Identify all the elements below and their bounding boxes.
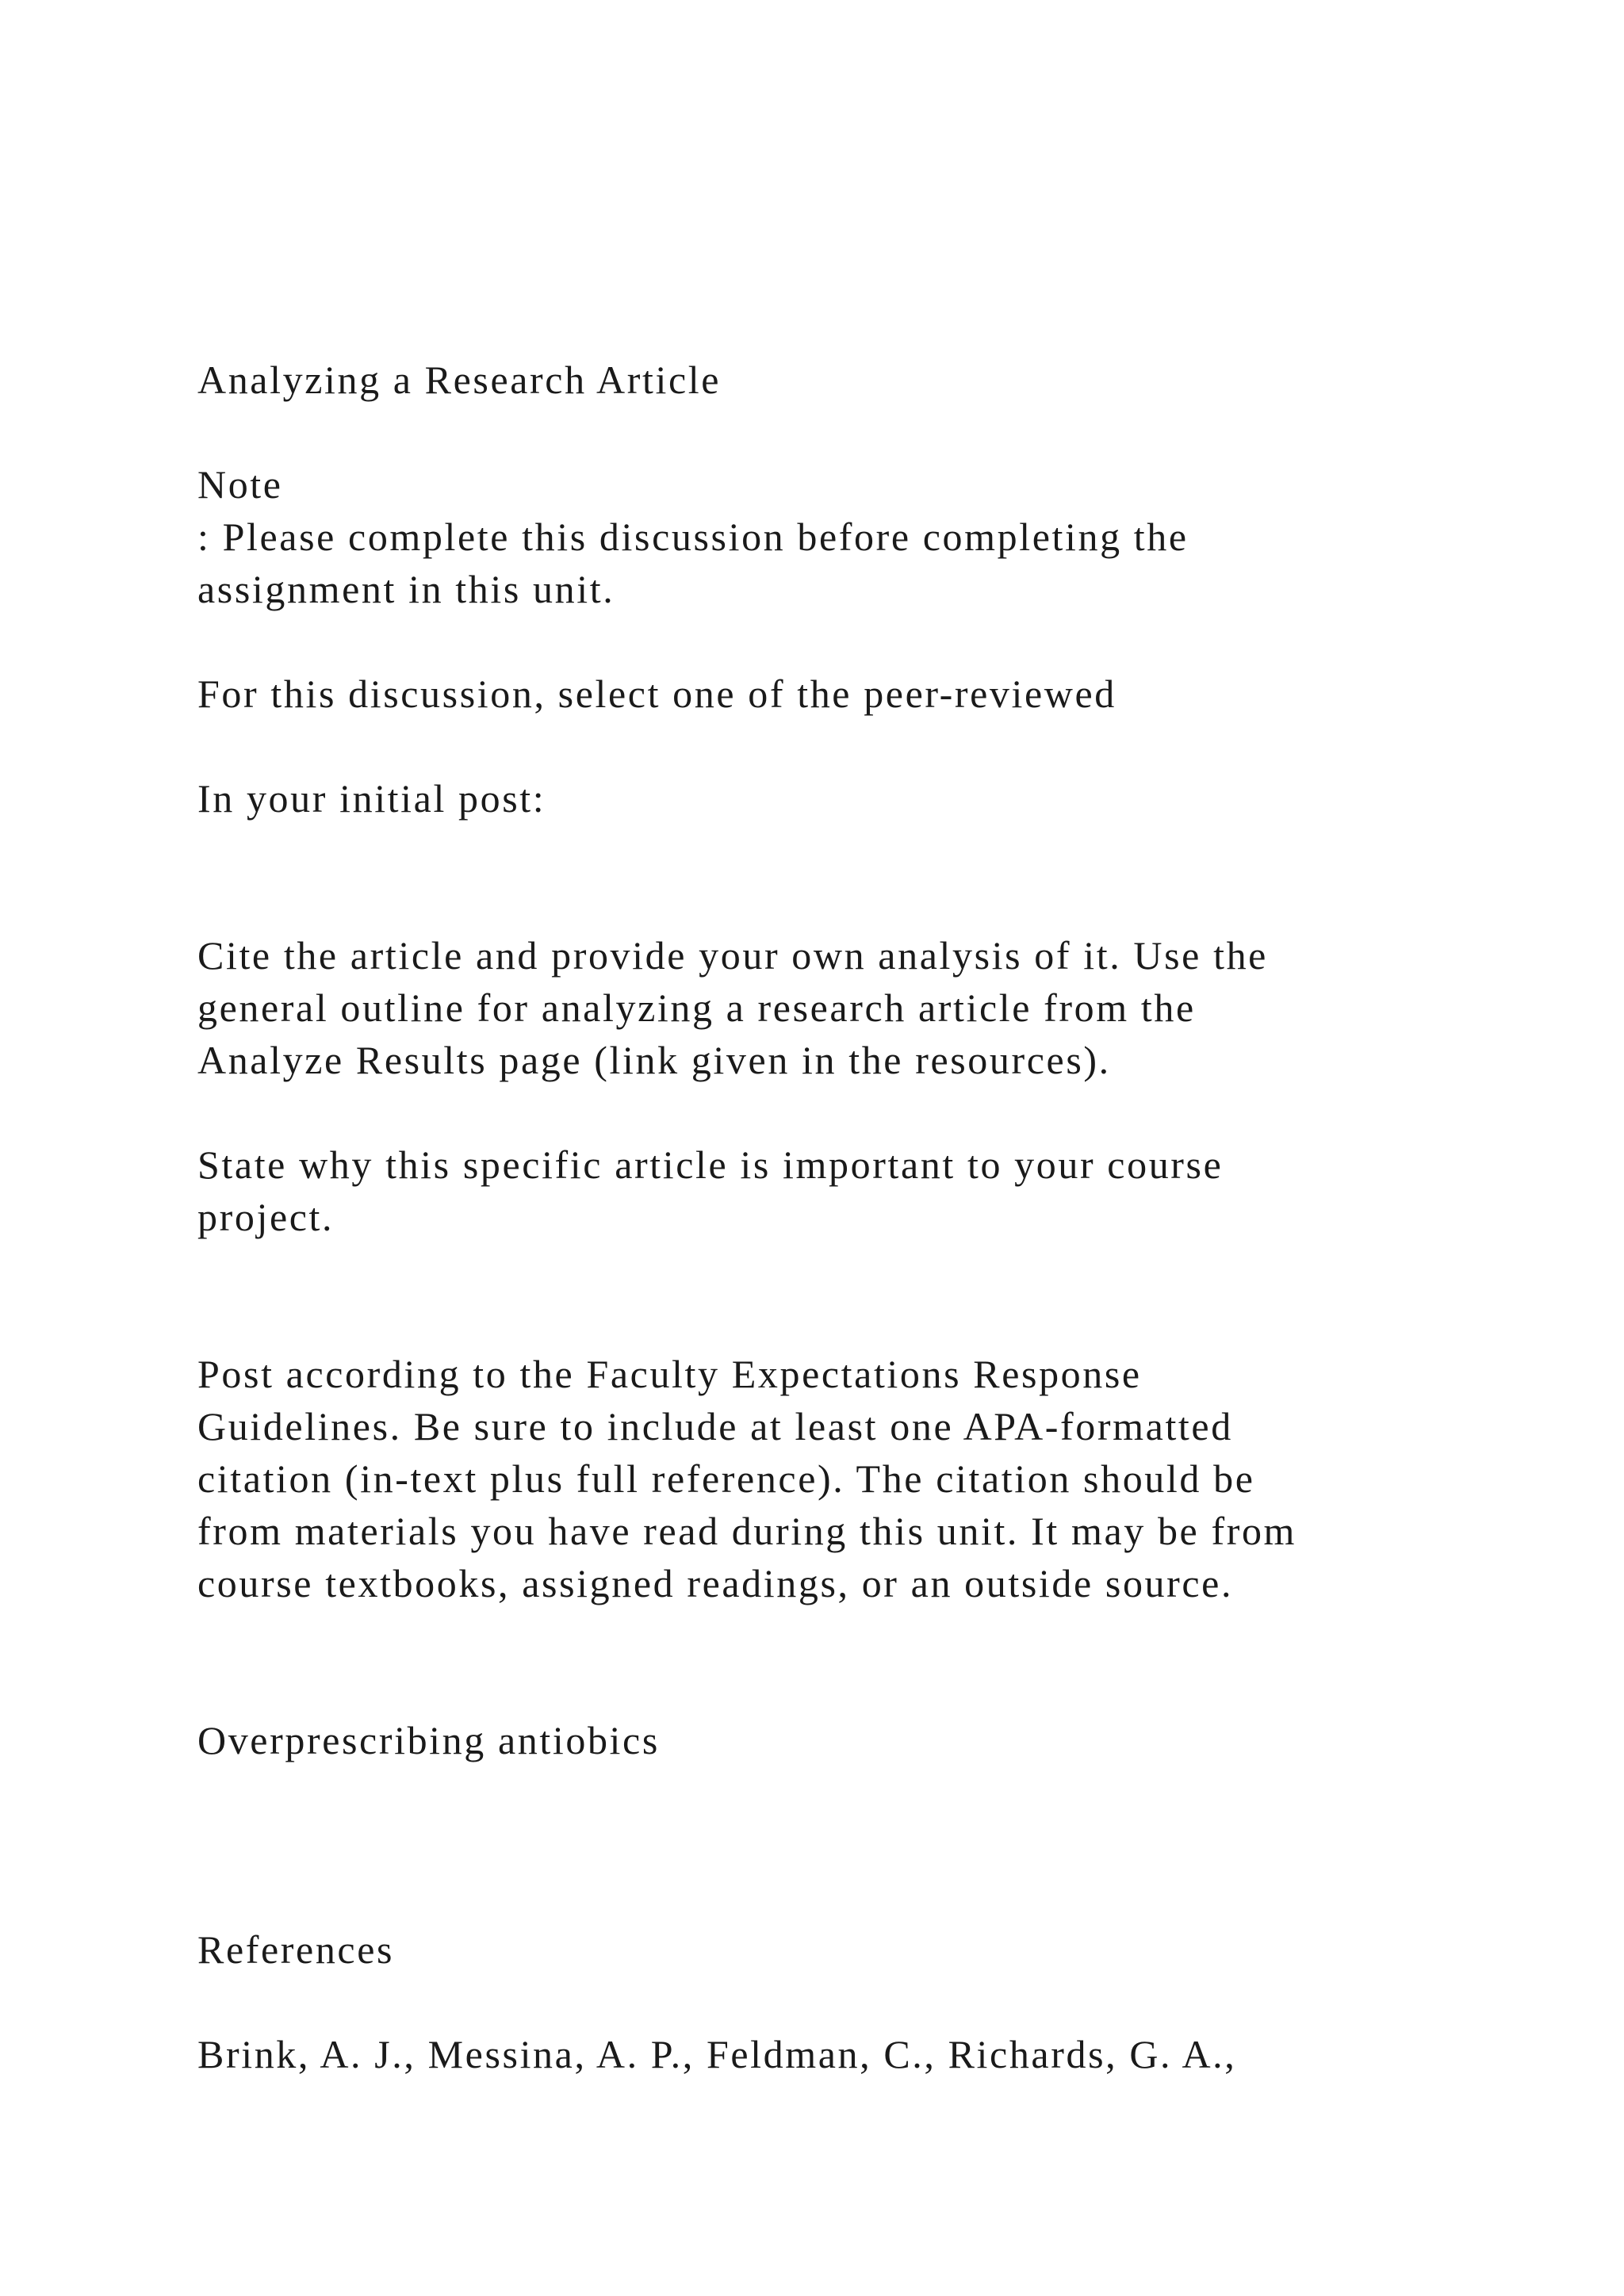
guidelines-line: Post according to the Faculty Expectations Response	[197, 1352, 1142, 1396]
instruction-line: general outline for analyzing a research article from the	[197, 985, 1196, 1030]
references-heading: References	[197, 1927, 395, 1972]
guidelines-line: course textbooks, assigned readings, or an outside source.	[197, 1561, 1234, 1605]
note-text-line: assignment in this unit.	[197, 567, 615, 611]
initial-post-label: In your initial post:	[197, 776, 546, 821]
document-title: Analyzing a Research Article	[197, 358, 722, 402]
reference-entry: Brink, A. J., Messina, A. P., Feldman, C., Richards, G. A.,	[197, 2032, 1237, 2076]
instruction-line: Analyze Results page (link given in the resources).	[197, 1038, 1111, 1082]
topic-line: Overprescribing antiobics	[197, 1718, 660, 1762]
guidelines-line: from materials you have read during this unit. It may be from	[197, 1509, 1297, 1553]
instruction-line: Cite the article and provide your own analysis of it. Use the	[197, 933, 1268, 978]
intro-paragraph: For this discussion, select one of the peer-reviewed	[197, 672, 1116, 716]
note-text-line: : Please complete this discussion before completing the	[197, 515, 1189, 559]
instruction-line: project.	[197, 1195, 335, 1239]
instruction-line: State why this specific article is important to your course	[197, 1142, 1224, 1187]
note-label: Note	[197, 462, 283, 507]
guidelines-line: Guidelines. Be sure to include at least one APA-formatted	[197, 1404, 1233, 1448]
guidelines-line: citation (in-text plus full reference). The citation should be	[197, 1456, 1255, 1501]
